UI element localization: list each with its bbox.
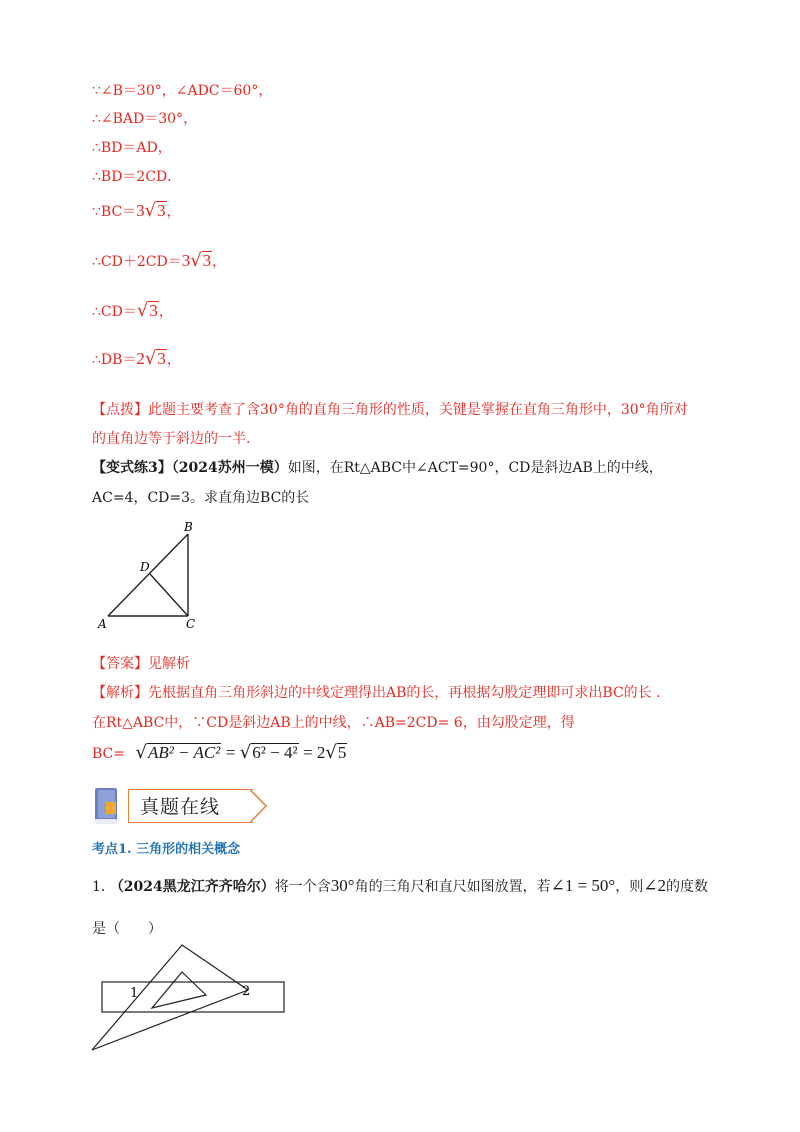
solution-line-5: [92, 200, 181, 221]
question1-text-b: 角的三角尺和直尺如图放置，若: [354, 879, 551, 895]
book-icon: [92, 786, 122, 826]
analysis-line-1: [92, 682, 661, 702]
solution-line-5-coef: 3: [136, 201, 145, 220]
sqrt-icon: √: [144, 200, 157, 221]
solution-line-8-suffix: ，: [166, 352, 181, 368]
question1-condition: ∠1 = 50°: [550, 876, 616, 895]
section-title: 真题在线: [140, 796, 221, 818]
analysis-radicand-1: AB² − AC²: [147, 743, 221, 762]
solution-line-5-suffix: ，: [166, 204, 181, 220]
question1-text-d: 的度数: [665, 879, 708, 895]
analysis-radicand-3: 5: [337, 743, 347, 762]
analysis-bc-prefix: BC=: [92, 746, 125, 762]
solution-line-6-suffix: ，: [212, 254, 227, 270]
label-d: D: [140, 560, 150, 574]
exercise3-label: 【变式练3】: [92, 460, 172, 476]
section-banner: [92, 786, 282, 826]
analysis-label: 【解析】: [92, 685, 148, 701]
exercise3-line-2: AC=4，CD=3。求直角边BC的长: [92, 490, 310, 506]
solution-line-6-coef: 3: [181, 251, 191, 270]
question1-line-1: [92, 876, 708, 896]
angle-2-label: 2: [242, 984, 251, 999]
solution-line-7-prefix: ∴CD＝: [92, 304, 137, 320]
ruler-triangle-figure: [88, 940, 298, 1055]
analysis-radicand-2: 6² − 4²: [252, 743, 298, 762]
inner-triangle: [152, 972, 206, 1008]
question1-line-2: 是（ ）: [92, 921, 162, 937]
solution-line-8-prefix: ∴DB＝: [92, 352, 137, 368]
analysis-eq-end: = 2: [303, 743, 326, 762]
solution-line-8-coef: 2: [136, 349, 145, 368]
label-a: A: [98, 617, 107, 631]
analysis-eq-mid: =: [225, 743, 236, 762]
label-c: C: [186, 617, 196, 631]
solution-line-1: ∵∠B＝30°，∠ADC＝60°，: [92, 83, 273, 99]
sqrt-icon: √: [135, 742, 147, 763]
tip-label: 【点拨】: [92, 402, 148, 418]
sqrt-icon: √: [190, 250, 202, 271]
exercise3-line-1: [92, 457, 663, 477]
outer-triangle: [92, 945, 251, 1050]
solution-line-6-radicand: 3: [202, 251, 212, 270]
question1-source: （2024黑龙江齐齐哈尔）: [109, 879, 275, 895]
exercise3-source: （2024苏州一模）: [171, 460, 288, 476]
analysis-line-2: 在Rt△ABC中，∵CD是斜边AB上的中线，∴AB=2CD= 6，由勾股定理，得: [92, 715, 575, 731]
solution-line-4: ∴BD＝2CD．: [92, 169, 182, 185]
solution-line-7-radicand: 3: [149, 301, 158, 320]
tip-line-1: [92, 399, 688, 419]
question1-number: 1.: [92, 879, 106, 895]
solution-line-7: [92, 300, 173, 321]
answer-line: [92, 653, 190, 673]
sqrt-icon: √: [325, 742, 337, 763]
solution-line-5-radicand: 3: [157, 201, 166, 220]
solution-line-6-prefix: ∴CD＋2CD＝: [92, 254, 182, 270]
solution-line-2: ∴∠BAD＝30°，: [92, 111, 198, 127]
sqrt-icon: √: [144, 348, 157, 369]
exercise3-text-1: 如图，在Rt△ABC中∠ACT=90°，CD是斜边AB上的中线，: [287, 460, 663, 476]
answer-label: 【答案】: [92, 656, 148, 672]
analysis-text-1: 先根据直角三角形斜边的中线定理得出AB的长，再根据勾股定理即可求出BC的长 .: [148, 685, 661, 701]
question1-text-a: 将一个含: [274, 879, 331, 895]
solution-line-7-suffix: ，: [158, 304, 173, 320]
solution-line-6: [92, 250, 226, 271]
analysis-equation: [92, 742, 347, 763]
banner-arrow-icon: [250, 788, 272, 824]
answer-text: 见解析: [148, 656, 190, 672]
solution-line-3: ∴BD＝AD，: [92, 140, 172, 156]
topic-label: 考点1. 三角形的相关概念: [92, 842, 241, 857]
angle-1-label: 1: [130, 986, 139, 1001]
median-cd: [150, 574, 188, 616]
label-b: B: [184, 520, 193, 534]
tip-line-2: 的直角边等于斜边的一半.: [92, 431, 251, 447]
sqrt-icon: √: [239, 742, 252, 763]
triangle-abc-figure: [96, 520, 216, 632]
tip-text-1: 此题主要考查了含30°角的直角三角形的性质，关键是掌握在直角三角形中，30°角所对: [148, 402, 688, 418]
sqrt-icon: √: [136, 300, 149, 321]
solution-line-8: [92, 348, 181, 369]
solution-line-5-prefix: ∵BC＝: [92, 204, 137, 220]
solution-line-8-radicand: 3: [157, 349, 166, 368]
question1-ask: ∠2: [643, 876, 666, 895]
question1-text-c: ，则: [615, 879, 644, 895]
question1-angle: 30°: [330, 876, 355, 895]
